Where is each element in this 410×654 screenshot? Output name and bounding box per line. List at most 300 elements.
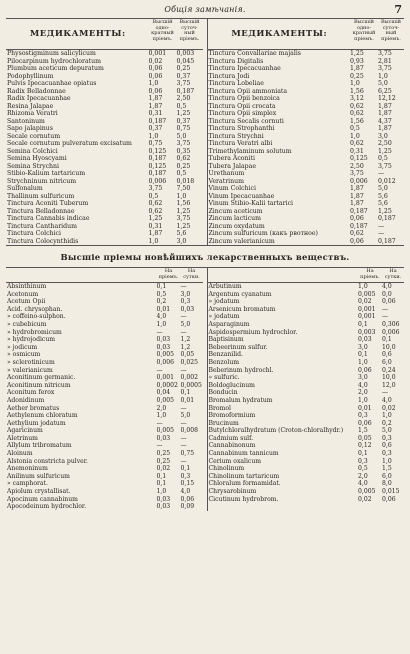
- medicament-name: Tinctura Opii simplex: [208, 110, 277, 117]
- medicament-name: Baptisinum: [208, 336, 244, 344]
- running-title: Общія замѣчанія.: [164, 5, 246, 14]
- top-left-column: [6, 19, 203, 245]
- column-heading-blank: [6, 268, 158, 282]
- daily-dose: 3,75: [378, 50, 392, 57]
- table-row: [6, 488, 203, 496]
- daily-dose: 6,0: [382, 358, 392, 366]
- medicament-name: Vinum Colchici: [208, 185, 256, 192]
- daily-dose: 4,0: [382, 283, 392, 290]
- medicament-name: Tinctura Colchici: [7, 230, 61, 237]
- daily-dose: 0,06: [382, 495, 396, 503]
- medicament-name: Tinctura Cannabis indicae: [7, 215, 90, 222]
- daily-dose: 0,15: [180, 480, 195, 488]
- medicament-name: Vinum Ipecacuanhae: [208, 192, 275, 200]
- table-row: [208, 140, 405, 148]
- daily-dose: 0,1: [180, 389, 191, 397]
- table-row: [6, 148, 203, 156]
- daily-dose: 12,0: [382, 381, 396, 389]
- daily-dose: 0,012: [378, 177, 396, 185]
- medicament-name: Stibio-Kalium tartaricum: [7, 170, 86, 177]
- daily-dose: 0,25: [176, 162, 191, 170]
- table-row: [208, 223, 405, 231]
- single-dose: 2,50: [350, 162, 364, 170]
- single-dose: 1,87: [148, 102, 163, 110]
- table-row: [6, 465, 203, 473]
- daily-dose: 2,50: [378, 140, 392, 147]
- single-dose: 0,06: [358, 419, 372, 427]
- table-row: [208, 163, 405, 171]
- table-row: [208, 118, 405, 126]
- top-right-column: [207, 19, 405, 245]
- table-row: [208, 458, 405, 466]
- medicament-name: Boldoglucinum: [208, 381, 255, 389]
- per-day-label: На сутки.: [384, 268, 402, 280]
- single-dose: 0,93: [350, 57, 364, 65]
- table-row: [208, 435, 405, 443]
- medicament-name: Beberinum hydrochl.: [208, 366, 274, 374]
- daily-dose: 3,75: [378, 65, 392, 72]
- medicament-name: Bromoformium: [208, 412, 256, 420]
- single-dose: 0,005: [358, 488, 376, 496]
- table-row: [6, 313, 203, 321]
- single-dose: 0,62: [148, 207, 163, 215]
- single-dose: 0,005: [156, 396, 174, 404]
- table-row: [208, 95, 405, 103]
- medicament-name: Tinctura Lobeliae: [208, 80, 264, 87]
- daily-dose: —: [382, 313, 389, 321]
- single-dose: 0,25: [156, 457, 171, 465]
- medicament-name: Semina Strychni: [7, 162, 59, 170]
- single-dose: 0,001: [358, 305, 376, 313]
- medicament-name: Zincum oxydatum: [208, 222, 265, 230]
- single-dose: 0,006: [350, 177, 368, 185]
- single-dose-label: Высшій одно-кратный пріемъ.: [151, 19, 174, 42]
- daily-dose: —: [180, 442, 187, 450]
- single-dose: 0,75: [148, 140, 163, 147]
- medicament-name: Tinctura Aconiti Tuberum: [7, 200, 89, 207]
- single-dose: 0,1: [358, 320, 368, 328]
- medicament-name: » jodicum: [7, 343, 38, 351]
- daily-dose: 0,06: [180, 495, 195, 503]
- medicament-name: Physostigminum salicylicum: [7, 50, 96, 57]
- table-row: [208, 321, 405, 329]
- table-row: [6, 367, 203, 375]
- table-row: [208, 58, 405, 66]
- medicament-name: Semina Hyoscyami: [7, 155, 67, 162]
- medicament-name: Zincum valerianicum: [208, 237, 275, 245]
- table-row: [6, 291, 203, 299]
- single-dose: —: [156, 442, 163, 450]
- medicament-name: Chloralum formamidat.: [208, 480, 281, 488]
- table-row: [208, 374, 405, 382]
- daily-dose: 0,187: [176, 87, 195, 95]
- daily-dose: 0,75: [176, 125, 191, 132]
- medicament-name: Urethanum: [208, 170, 245, 177]
- table-row: [6, 208, 203, 216]
- single-dose: 0,02: [358, 495, 372, 503]
- table-row: [208, 306, 405, 314]
- table-row: [6, 125, 203, 133]
- medicament-name: Acid. chrysophan.: [7, 305, 63, 313]
- medicament-name: Tinctura Secalis cornuti: [208, 117, 284, 125]
- table-row: [208, 230, 405, 238]
- daily-dose: 0,1: [180, 465, 191, 473]
- single-dose: —: [156, 328, 163, 336]
- daily-dose: 0,015: [382, 488, 400, 496]
- daily-dose: 0,0005: [180, 381, 202, 389]
- single-dose: 0,125: [148, 147, 167, 155]
- single-dose: 0,06: [148, 72, 163, 80]
- single-dose: 0,187: [350, 207, 368, 215]
- daily-dose: 0,02: [382, 404, 396, 412]
- single-dose: 1,25: [148, 215, 163, 222]
- medicament-name: » sulfuric.: [208, 374, 240, 382]
- table-row: [208, 125, 405, 133]
- table-row: [6, 80, 203, 88]
- medicament-name: » jodatum: [208, 313, 240, 321]
- column-heading: МЕДИКАМЕНТЫ:: [29, 29, 126, 39]
- table-row: [208, 65, 405, 73]
- table-row: [6, 50, 203, 58]
- single-dose: 0,03: [358, 336, 372, 344]
- daily-dose: 3,75: [378, 162, 392, 170]
- medicament-name: Tinctura Strychni: [208, 132, 264, 140]
- rows: [6, 283, 203, 511]
- medicament-name: Cannabinum tannicum: [208, 450, 279, 458]
- single-dose: 4,0: [358, 381, 368, 389]
- single-dose: 1,87: [350, 65, 364, 72]
- medicament-name: Trimethylaminum solutum: [208, 147, 292, 155]
- per-dose-label: На пріемъ.: [158, 268, 179, 280]
- single-dose: 3,75: [148, 185, 163, 192]
- column-header: [6, 19, 203, 50]
- medicament-name: Aethylium jodatum: [7, 419, 66, 427]
- medicament-name: Radix Belladonnae: [7, 87, 66, 95]
- single-dose: 0,3: [358, 457, 368, 465]
- medicament-name: Semina Colchici: [7, 147, 58, 155]
- daily-dose: —: [378, 222, 385, 230]
- single-dose: 0,001: [156, 374, 174, 382]
- medicament-name: Cadmium sulf.: [208, 434, 254, 442]
- daily-dose: 1,87: [378, 102, 392, 110]
- table-row: [6, 503, 203, 511]
- medicament-name: Rhizoma Veratri: [7, 110, 58, 117]
- table-row: [208, 103, 405, 111]
- table-row: [208, 170, 405, 178]
- single-dose: 0,5: [358, 465, 368, 473]
- single-dose: 4,0: [358, 480, 368, 488]
- daily-dose: 4,0: [180, 488, 191, 496]
- daily-dose: —: [180, 404, 187, 412]
- daily-dose: 3,0: [176, 237, 187, 245]
- table-row: [6, 200, 203, 208]
- medicament-name: Veratrinum: [208, 177, 244, 185]
- daily-dose: 0,25: [176, 65, 191, 72]
- daily-dose: 1,0: [176, 192, 187, 200]
- table-row: [6, 450, 203, 458]
- daily-dose: —: [378, 230, 385, 237]
- daily-dose: 3,75: [176, 140, 191, 147]
- medicament-name: Apocinum cannabinum: [7, 495, 78, 503]
- daily-dose: 0,5: [176, 102, 187, 110]
- daily-dose: 0,0: [382, 290, 392, 298]
- column-header: [6, 268, 203, 283]
- daily-dose: 4,37: [378, 117, 392, 125]
- single-dose: 1,0: [358, 396, 368, 404]
- single-dose: 0,1: [156, 283, 167, 290]
- table-row: [208, 200, 405, 208]
- table-row: [208, 148, 405, 156]
- table-row: [208, 367, 405, 375]
- daily-dose-label: Высшій суточ-ный пріемъ.: [380, 19, 402, 42]
- medicament-name: Aletrinum: [7, 434, 38, 442]
- medicament-name: Chinolinum: [208, 465, 245, 473]
- single-dose: 0,006: [148, 177, 167, 185]
- table-row: [208, 283, 405, 291]
- medicament-name: Tinctura Digitalis: [208, 57, 264, 65]
- single-dose: —: [156, 419, 163, 427]
- table-row: [6, 88, 203, 96]
- medicament-name: Allylum tribromatum: [7, 442, 72, 450]
- single-dose: 1,56: [350, 117, 364, 125]
- column-header: [208, 268, 405, 283]
- single-dose: 1,87: [350, 185, 364, 192]
- daily-dose: 0,06: [382, 298, 396, 306]
- table-row: [208, 178, 405, 186]
- table-row: [6, 480, 203, 488]
- medicament-name: Tinctura Opii benzoica: [208, 95, 280, 102]
- single-dose: 0,31: [148, 110, 163, 117]
- table-row: [6, 359, 203, 367]
- daily-dose: 0,025: [180, 358, 198, 366]
- table-row: [6, 351, 203, 359]
- daily-dose: 7,50: [176, 185, 191, 192]
- single-dose: 0,06: [148, 87, 163, 95]
- medicament-name: Alstonia constricta pulver.: [7, 457, 88, 465]
- single-dose: 0,06: [350, 215, 364, 222]
- daily-dose: 0,187: [378, 237, 396, 245]
- single-dose: 0,1: [358, 450, 368, 458]
- medicament-name: Radix Ipecacuanhae: [7, 95, 71, 102]
- table-row: [208, 298, 405, 306]
- daily-dose: 5,6: [378, 192, 388, 200]
- daily-dose: 0,002: [180, 374, 198, 382]
- per-day-label: На сутки.: [183, 268, 200, 280]
- daily-dose: 1,2: [180, 343, 191, 351]
- daily-dose: 4,0: [382, 396, 392, 404]
- daily-dose: 3,0: [378, 132, 388, 140]
- daily-dose: 0,3: [180, 298, 191, 306]
- single-dose: 1,0: [358, 358, 368, 366]
- dosage-table-top: [6, 18, 404, 246]
- daily-dose: 10,0: [382, 343, 396, 351]
- daily-dose: —: [180, 457, 187, 465]
- table-row: [6, 442, 203, 450]
- table-row: [208, 336, 405, 344]
- table-row: [6, 458, 203, 466]
- table-row: [208, 110, 405, 118]
- table-row: [208, 351, 405, 359]
- medicament-name: Aethylenum chloratum: [7, 412, 78, 420]
- table-row: [208, 382, 405, 390]
- medicament-name: » hydrobromicum: [7, 328, 62, 336]
- single-dose: 1,0: [156, 488, 167, 496]
- daily-dose: 5,6: [176, 230, 187, 237]
- medicament-name: Tinctura Convallariae majalis: [208, 50, 301, 57]
- daily-dose: —: [180, 366, 187, 374]
- table-row: [6, 170, 203, 178]
- daily-dose: 0,09: [180, 503, 195, 511]
- medicament-name: Tinctura Strophanthi: [208, 125, 275, 132]
- medicament-name: Strychninum nitricum: [7, 177, 77, 185]
- single-dose: 1,0: [148, 132, 159, 140]
- single-dose: 0,005: [156, 427, 174, 435]
- single-dose: 1,87: [148, 230, 163, 237]
- single-dose: 0,187: [148, 117, 167, 125]
- column-heading: МЕДИКАМЕНТЫ:: [231, 29, 328, 39]
- single-dose: 0,0002: [156, 381, 178, 389]
- medicament-name: Arbutinum: [208, 283, 242, 290]
- single-dose: 3,12: [350, 95, 364, 102]
- table-row: [6, 95, 203, 103]
- medicament-name: Pilocarpinum hydrochloratum: [7, 57, 101, 65]
- single-dose: 0,5: [350, 125, 360, 132]
- daily-dose: 0,75: [180, 450, 195, 458]
- table-row: [208, 359, 405, 367]
- single-dose: 0,02: [156, 465, 171, 473]
- table-row: [6, 427, 203, 435]
- single-dose: 0,03: [156, 336, 171, 344]
- medicament-name: Aloinum: [7, 450, 33, 458]
- single-dose-label: Высшій одно-кратный пріемъ.: [352, 19, 376, 42]
- medicament-name: Anemoninum: [7, 465, 48, 473]
- table-row: [208, 329, 405, 337]
- single-dose: 0,5: [148, 192, 159, 200]
- medicament-name: Aconitinum germanic.: [7, 374, 76, 382]
- single-dose: 0,006: [156, 358, 174, 366]
- rows: [6, 50, 203, 245]
- medicament-name: Bebeerinum sulfur.: [208, 343, 268, 351]
- table-row: [208, 397, 405, 405]
- medicament-name: Cerium oxalicum: [208, 457, 262, 465]
- medicament-name: Vinum Stibio-Kalii tartarici: [208, 200, 294, 207]
- daily-dose: —: [382, 389, 389, 397]
- single-dose: 0,12: [358, 442, 372, 450]
- daily-dose: —: [382, 305, 389, 313]
- single-dose: 0,03: [156, 343, 171, 351]
- single-dose: 0,5: [156, 290, 167, 298]
- daily-dose: 0,045: [176, 57, 195, 65]
- daily-dose: 1,25: [378, 207, 392, 215]
- medicament-name: Tinctura Jodi: [208, 72, 250, 80]
- table-row: [6, 215, 203, 223]
- daily-dose: —: [180, 328, 187, 336]
- daily-dose: 1,0: [382, 412, 392, 420]
- bottom-left-column: [6, 268, 203, 511]
- single-dose: 0,25: [156, 450, 171, 458]
- single-dose: 1,0: [350, 132, 360, 140]
- medicament-name: Apocodeinum hydrochlor.: [7, 503, 87, 511]
- table-row: [6, 382, 203, 390]
- table-row: [6, 344, 203, 352]
- table-row: [6, 110, 203, 118]
- medicament-name: Chrysarobinum: [208, 488, 257, 496]
- table-row: [208, 215, 405, 223]
- rows: [208, 283, 405, 503]
- page-header: [6, 4, 404, 18]
- table-row: [6, 133, 203, 141]
- single-dose: 2,0: [358, 389, 368, 397]
- daily-dose: 8,0: [382, 480, 392, 488]
- single-dose: 0,62: [350, 230, 364, 237]
- table-row: [208, 405, 405, 413]
- medicament-name: Resina Jalapae: [7, 102, 54, 110]
- medicament-name: Secale cornutum: [7, 132, 61, 140]
- daily-dose: 3,75: [176, 215, 191, 222]
- single-dose: 0,01: [358, 404, 372, 412]
- table-row: [208, 496, 405, 504]
- daily-dose: —: [180, 434, 187, 442]
- medicament-name: Argentum cyanatum: [208, 290, 272, 298]
- daily-dose: 1,25: [176, 110, 191, 117]
- daily-dose: —: [378, 170, 385, 177]
- table-row: [6, 298, 203, 306]
- table-row: [208, 420, 405, 428]
- daily-dose: 0,5: [176, 170, 187, 177]
- table-row: [208, 313, 405, 321]
- single-dose: 4,0: [156, 313, 167, 321]
- table-row: [6, 283, 203, 291]
- daily-dose: 0,35: [176, 147, 191, 155]
- single-dose: 2,0: [358, 472, 368, 480]
- column-header: [208, 19, 405, 50]
- daily-dose: 0,37: [176, 117, 191, 125]
- single-dose: 0,003: [358, 328, 376, 336]
- daily-dose: —: [180, 313, 187, 321]
- medicament-name: Tubera Aconiti: [208, 155, 255, 162]
- medicament-name: Pulvis Ipecacuanhae opiatus: [7, 80, 97, 87]
- single-dose: 0,02: [148, 57, 163, 65]
- single-dose: 0,62: [148, 200, 163, 207]
- table-row: [6, 238, 203, 246]
- daily-dose: 0,24: [382, 366, 396, 374]
- daily-dose: 1,2: [180, 336, 191, 344]
- daily-dose: 0,62: [176, 155, 191, 162]
- single-dose: 0,187: [148, 170, 167, 177]
- table-row: [208, 50, 405, 58]
- medicament-name: Santoninum: [7, 117, 45, 125]
- single-dose: 0,62: [350, 140, 364, 147]
- table-row: [208, 427, 405, 435]
- dosage-table-bottom: [6, 267, 404, 511]
- daily-dose: 5,0: [176, 132, 187, 140]
- daily-dose: 12,12: [378, 95, 396, 102]
- daily-dose: 0,1: [382, 336, 392, 344]
- table-row: [6, 412, 203, 420]
- table-row: [208, 133, 405, 141]
- daily-dose: 5,6: [378, 200, 388, 207]
- daily-dose: 3,75: [176, 80, 191, 87]
- medicament-name: Zincum lacticum: [208, 215, 261, 222]
- daily-dose: 1,87: [378, 110, 392, 117]
- single-dose: 0,1: [156, 472, 167, 480]
- medicament-name: Tinctura Ipecacuanhae: [208, 65, 281, 72]
- rows: [208, 50, 405, 245]
- per-dose-label: На пріемъ.: [360, 268, 380, 280]
- single-dose: 0,001: [358, 313, 376, 321]
- table-row: [6, 321, 203, 329]
- single-dose: 0,04: [156, 389, 171, 397]
